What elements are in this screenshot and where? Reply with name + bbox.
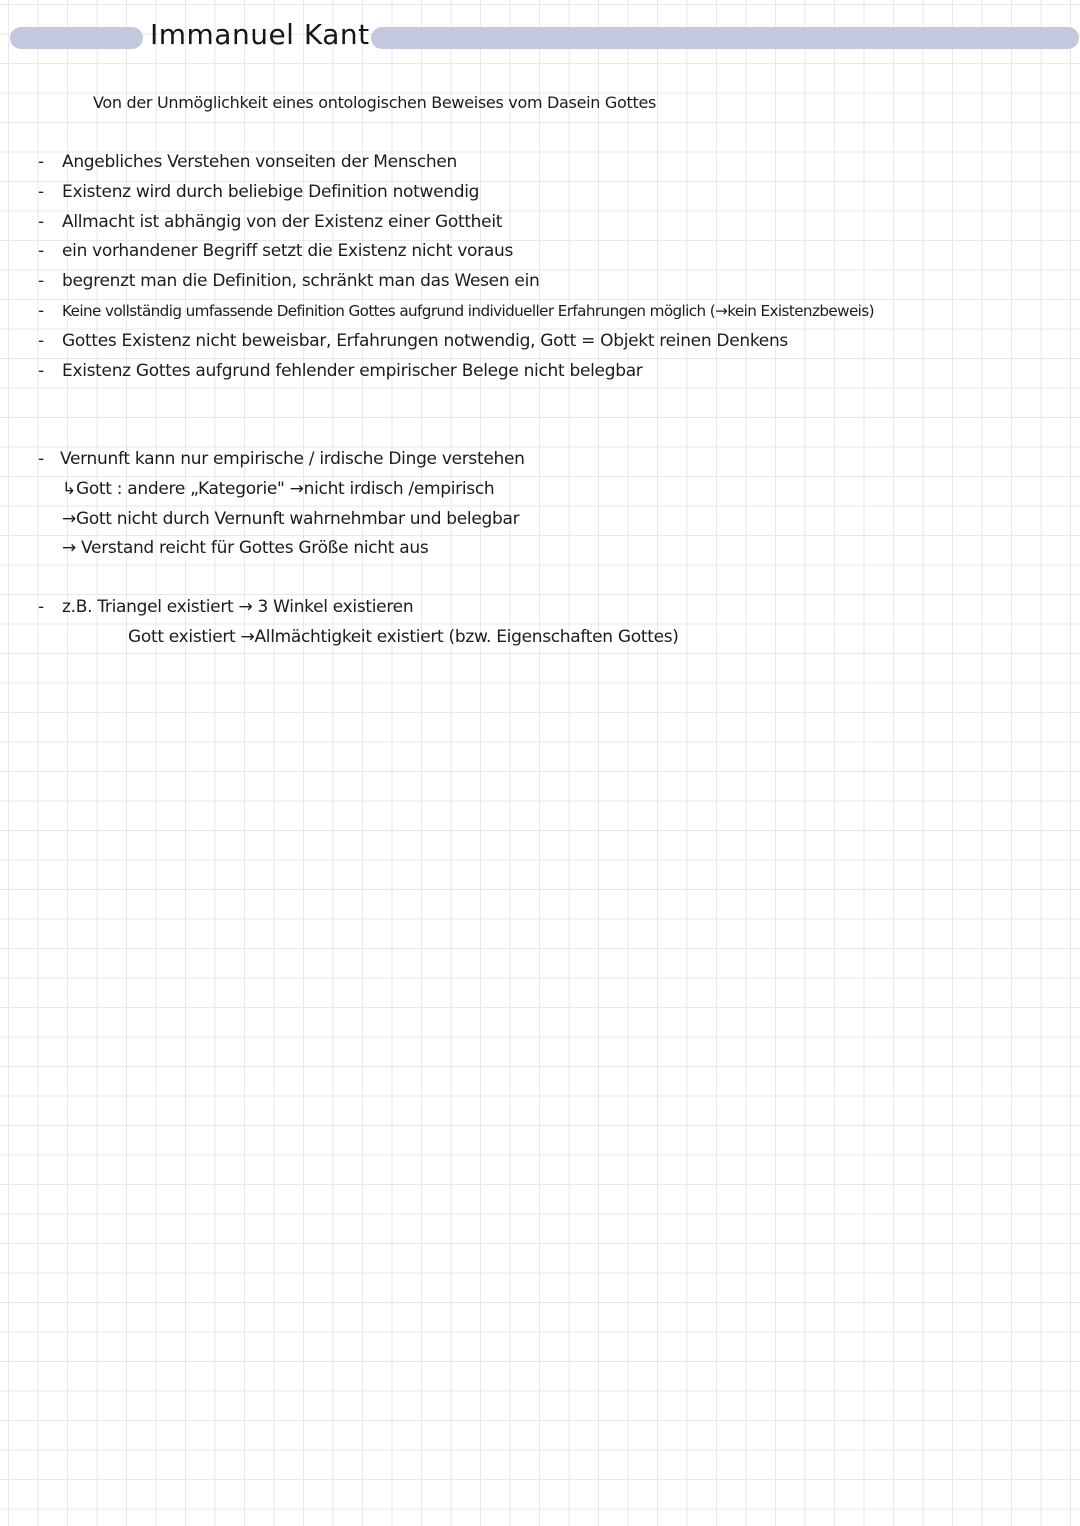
reason-sub: ↳Gott : andere „Kategorie" →nicht irdisch /empirisch xyxy=(62,479,495,499)
example-line: Gott existiert →Allmächtigkeit existiert (bzw. Eigenschaften Gottes) xyxy=(128,627,679,647)
list-item: Existenz Gottes aufgrund fehlender empirischer Belege nicht belegbar xyxy=(62,361,643,381)
list-item: Keine vollständig umfassende Definition Gottes aufgrund individueller Erfahrungen möglich (→kein Existenzbeweis) xyxy=(62,302,874,320)
bullet-mark: - xyxy=(38,182,45,202)
example-line: z.B. Triangel existiert → 3 Winkel existieren xyxy=(62,597,414,617)
page-title: Immanuel Kant xyxy=(150,18,370,51)
reason-sub: →Gott nicht durch Vernunft wahrnehmbar und belegbar xyxy=(62,509,520,529)
bullet-mark: - xyxy=(38,361,45,381)
bullet-mark: - xyxy=(38,301,45,321)
list-item: Allmacht ist abhängig von der Existenz einer Gottheit xyxy=(62,212,503,232)
bullet-mark: - xyxy=(38,331,45,351)
list-item: ein vorhandener Begriff setzt die Existenz nicht voraus xyxy=(62,241,514,261)
bullet-mark: - xyxy=(38,449,45,469)
bullet-mark: - xyxy=(38,152,45,172)
reason-sub: → Verstand reicht für Gottes Größe nicht aus xyxy=(62,538,429,558)
list-item: Gottes Existenz nicht beweisbar, Erfahrungen notwendig, Gott = Objekt reinen Denkens xyxy=(62,331,788,351)
list-item: Existenz wird durch beliebige Definition notwendig xyxy=(62,182,480,202)
bullet-mark: - xyxy=(38,271,45,291)
bullet-mark: - xyxy=(38,241,45,261)
bullet-mark: - xyxy=(38,597,45,617)
list-item: Angebliches Verstehen vonseiten der Menschen xyxy=(62,152,458,172)
list-item: begrenzt man die Definition, schränkt man das Wesen ein xyxy=(62,271,540,291)
subtitle: Von der Unmöglichkeit eines ontologischen Beweises vom Dasein Gottes xyxy=(93,93,657,112)
reason-main: Vernunft kann nur empirische / irdische Dinge verstehen xyxy=(60,449,525,469)
bullet-mark: - xyxy=(38,212,45,232)
title-highlight-right xyxy=(371,27,1079,49)
title-highlight-left xyxy=(10,27,143,49)
